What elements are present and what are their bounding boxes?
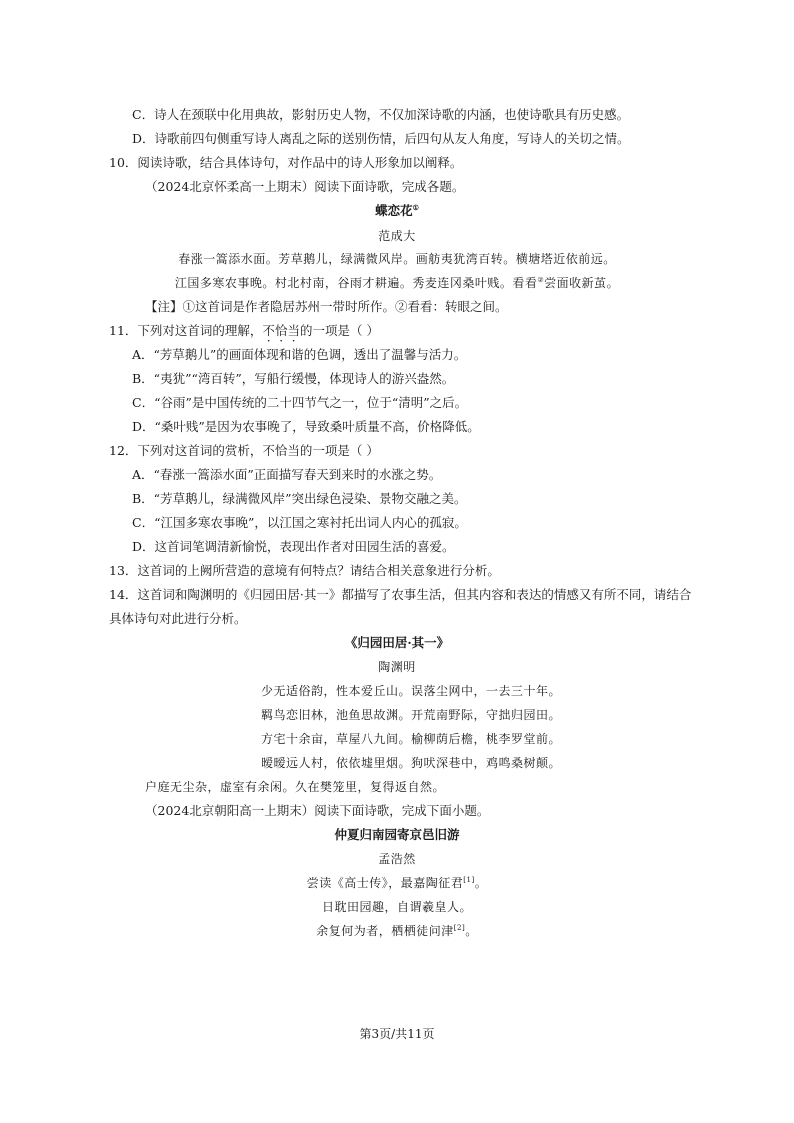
poem1-title-note: ① — [412, 203, 419, 212]
poem3-line-1-text: 尝读《高士传》，最嘉陶征君 — [306, 876, 464, 890]
poem3-line-2: 日耽田园趣，自谓羲皇人。 — [321, 900, 472, 914]
question-14-line-2: 具体诗句对此进行分析。 — [109, 611, 247, 626]
question-11-post: 的一项是（ ） — [299, 323, 379, 338]
poem1-title — [0, 203, 794, 219]
poem1-line-2a: 江国多寒农事晚。村北村南，谷雨才耕遍。秀麦连冈桑叶贱。看看 — [174, 276, 538, 290]
poem3-line-1-end: 。 — [474, 876, 488, 890]
option-9d: D．诗歌前四句侧重写诗人离乱之际的送别伤情，后四句从友人角度，写诗人的关切之情。 — [132, 131, 630, 146]
emphasis-char-1: 不 — [262, 323, 275, 338]
question-11 — [109, 323, 379, 339]
option-12c: C．“江国多寒农事晚”，以江国之寒衬托出词人内心的孤寂。 — [132, 515, 467, 530]
poem3-line-3-note: [2] — [453, 924, 466, 932]
emphasis-char-2: 恰 — [274, 323, 288, 338]
poem3-author: 孟浩然 — [378, 852, 416, 866]
poem3-line-3-text: 余复何为者，栖栖徒问津 — [316, 924, 454, 938]
question-12: 12．下列对这首词的赏析，不恰当的一项是（ ） — [109, 443, 379, 458]
poem2-line-4: 暧暧远人村，依依墟里烟。狗吠深巷中，鸡鸣桑树颠。 — [261, 756, 562, 770]
note-1: 【注】①这首词是作者隐居苏州一带时所作。②看看：转眼之间。 — [145, 299, 508, 314]
option-11b: B．“夷犹”“湾百转”，写船行缓慢，体现诗人的游兴盎然。 — [132, 371, 455, 386]
page-footer: 第3页/共11页 — [359, 1027, 435, 1041]
poem2-line-3: 方宅十余亩，草屋八九间。榆柳荫后檐，桃李罗堂前。 — [261, 732, 562, 746]
poem1-line-2 — [0, 275, 794, 291]
poem2-line-2: 羁鸟恋旧林，池鱼思故渊。开荒南野际，守拙归园田。 — [261, 708, 562, 722]
option-11d: D．“桑叶贱”是因为农事晚了，导致桑叶质量不高，价格降低。 — [132, 419, 480, 434]
source-line-1: （2024北京怀柔高一上期末）阅读下面诗歌，完成各题。 — [145, 179, 465, 194]
option-12d: D．这首词笔调清新愉悦，表现出作者对田园生活的喜爱。 — [132, 539, 455, 554]
poem2-author: 陶渊明 — [378, 660, 416, 674]
question-14-line-1: 14．这首词和陶渊明的《归园田居·其一》都描写了农事生活，但其内容和表达的情感又有所不同，请结合 — [109, 587, 692, 602]
poem3-line-1-note: [1] — [463, 876, 475, 884]
poem1-title-text: 蝶恋花 — [375, 203, 413, 218]
question-10: 10．阅读诗歌，结合具体诗句，对作品中的诗人形象加以阐释。 — [109, 155, 463, 170]
poem3-line-3 — [0, 923, 794, 939]
option-12b: B．“芳草鹅儿，绿满微风岸”突出绿色浸染、景物交融之美。 — [132, 491, 467, 506]
poem1-line-2b: 尝面收新茧。 — [544, 276, 620, 290]
option-11a: A．“芳草鹅儿”的画面体现和谐的色调，透出了温馨与活力。 — [132, 347, 467, 362]
source-line-2: （2024北京朝阳高一上期末）阅读下面诗歌，完成下面小题。 — [145, 803, 490, 818]
option-9c: C．诗人在颈联中化用典故，影射历史人物，不仅加深诗歌的内涵，也使诗歌具有历史感。 — [132, 107, 630, 122]
poem2-title: 《归园田居·其一》 — [344, 635, 450, 650]
poem2-line-5: 户庭无尘杂，虚室有余闲。久在樊笼里，复得返自然。 — [145, 780, 446, 794]
option-11c: C．“谷雨”是中国传统的二十四节气之一，位于“清明”之后。 — [132, 395, 468, 410]
question-13: 13．这首词的上阙所营造的意境有何特点？请结合相关意象进行分析。 — [109, 563, 500, 578]
option-12a: A．“春涨一篙添水面”正面描写春天到来时的水涨之势。 — [132, 467, 442, 482]
poem3-line-3-end: 。 — [465, 924, 478, 938]
poem3-title: 仲夏归南园寄京邑旧游 — [334, 827, 460, 842]
poem1-line-1: 春涨一篙添水面。芳草鹅儿，绿满微风岸。画舫夷犹湾百转。横塘塔近依前远。 — [178, 252, 616, 266]
poem1-line-2-note: ② — [537, 276, 545, 284]
question-11-pre: 11．下列对这首词的理解， — [109, 323, 263, 338]
emphasis-char-3: 当 — [287, 323, 300, 338]
poem1-author: 范成大 — [378, 229, 416, 243]
poem3-line-1 — [0, 875, 794, 891]
poem2-line-1: 少无适俗韵，性本爱丘山。误落尘网中，一去三十年。 — [261, 684, 562, 698]
